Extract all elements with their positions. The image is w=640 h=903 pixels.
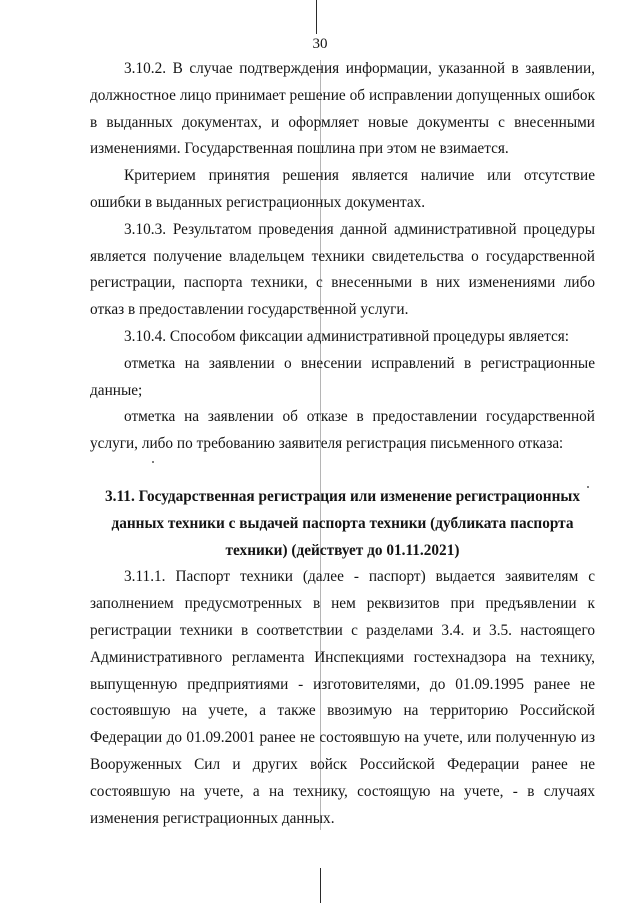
paragraph-3-11-1: 3.11.1. Паспорт техники (далее - паспорт) выдается заявителям с заполнением предусмотренных в нем реквизитов при предъявлении к регистрации техники в соответствии с разделами 3.4. и 3.5. настоящего Административного регламента Инспекциями гостехнадзора на технику, выпущенную предприятиями - изготовителями, до 01.09.1995 ранее не состоявшую на учете, а также ввозимую на территорию Российской Федерации до 01.09.2001 ранее не состоявшую на учете, или полученную из Вооруженных Сил и других войск Российской Федерации ранее не состоявшую на учете, а на технику, состоящую на учете, - в случаях изменения регистрационных данных. [90,568,595,827]
paragraph-mark-refusal: отметка на заявлении об отказе в предоставлении государственной услуги, либо по требованию заявителя регистрация письменного отказа. [90,408,595,453]
heading-line-3: техники) (действует до 01.11.2021) [225,541,460,559]
paragraph-mark-corrections: отметка на заявлении о внесении исправлений в регистрационные данные; [90,354,595,399]
document-body [90,56,595,832]
paragraph-3-10-2: 3.10.2. В случае подтверждения информации, указанной в заявлении, должностное лицо принимает решение об исправлении допущенных ошибок в выданных документах, и оформляет новые документы с внесенными изменениями. Государственная пошлина при этом не взимается. [90,60,595,158]
heading-line-1: 3.11. Государственная регистрация или изменение регистрационных [105,487,580,505]
paragraph-3-10-3: 3.10.3. Результатом проведения данной административной процедуры является получение владельцем техники свидетельства о государственной регистрации, паспорта техники, с внесенными в них изменениями либо отказ в предоставлении государственной услуги. [90,220,595,319]
heading-line-2: данных техники с выдачей паспорта техники (дубликата паспорта [111,514,574,532]
paragraph-3-10-4: 3.10.4. Способом фиксации административной процедуры является: [124,327,570,345]
paragraph-criterion: Критерием принятия решения является наличие или отсутствие ошибки в выданных регистрационных документах. [90,167,595,211]
section-heading-3-11 [90,484,595,564]
scan-crease-line-bottom [320,868,321,903]
scan-crease-line-top [316,0,317,34]
page-number: 30 [312,36,328,52]
